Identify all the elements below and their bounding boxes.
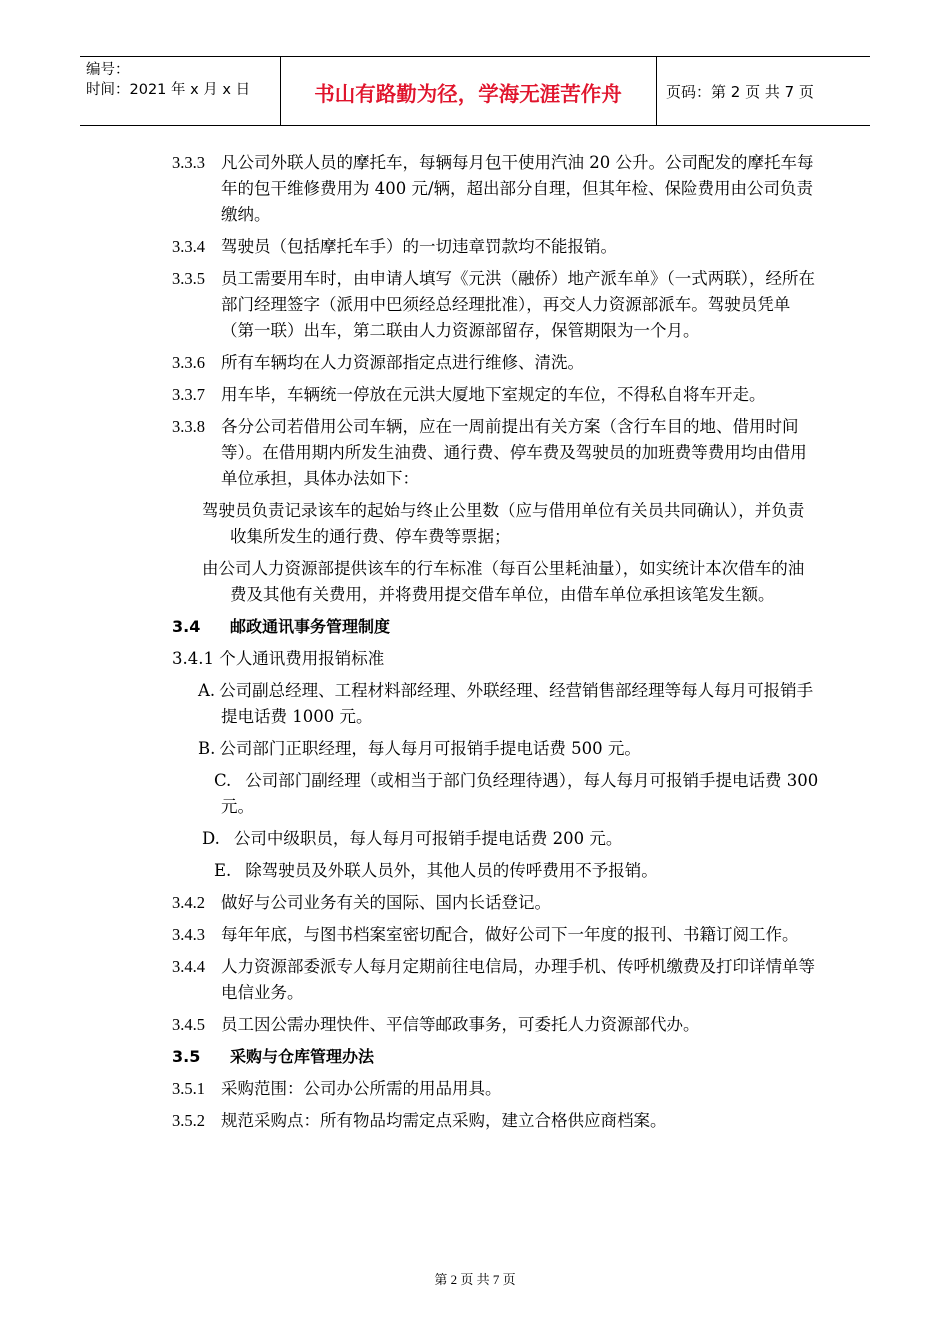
item-number: 3.4.4 xyxy=(172,957,205,976)
numbered-item xyxy=(172,1108,820,1134)
item-number: 3.3.8 xyxy=(172,417,205,436)
item-text: 规范采购点：所有物品均需定点采购，建立合格供应商档案。 xyxy=(221,1111,667,1130)
sub-point: 驾驶员负责记录该车的起始与终止公里数（应与借用单位有关员共同确认），并负责收集所发生的通行费、停车费等票据； xyxy=(202,501,805,546)
item-text: 公司部门正职经理，每人每月可报销手提电话费 500 元。 xyxy=(219,739,641,758)
lettered-item xyxy=(172,678,820,730)
item-letter: B. xyxy=(198,739,216,758)
item-letter: C. xyxy=(214,771,232,790)
header-motto: 书山有路勤为径，学海无涯苦作舟 xyxy=(314,82,622,106)
numbered-item xyxy=(172,382,820,408)
item-text: 员工因公需办理快件、平信等邮政事务，可委托人力资源部代办。 xyxy=(221,1015,700,1034)
lettered-item xyxy=(172,736,820,762)
item-text: 除驾驶员及外联人员外，其他人员的传呼费用不予报销。 xyxy=(245,861,658,880)
item-text: 公司副总经理、工程材料部经理、外联经理、经营销售部经理等每人每月可报销手提电话费 1000 元。 xyxy=(219,681,814,726)
item-number: 3.4.2 xyxy=(172,893,205,912)
numbered-item xyxy=(172,414,820,492)
numbered-item xyxy=(172,266,820,344)
numbered-item xyxy=(172,1012,820,1038)
numbered-item xyxy=(172,890,820,916)
item-number: 3.3.4 xyxy=(172,237,205,256)
item-text: 公司中级职员，每人每月可报销手提电话费 200 元。 xyxy=(233,829,623,848)
item-3-4-1: 3.4.1 个人通讯费用报销标准 xyxy=(172,649,385,668)
section-heading-3-5: 3.5 采购与仓库管理办法 xyxy=(172,1047,375,1066)
item-text: 公司部门副经理（或相当于部门负经理待遇），每人每月可报销手提电话费 300 元。 xyxy=(221,771,819,816)
page-header xyxy=(80,56,870,126)
item-text: 驾驶员（包括摩托车手）的一切违章罚款均不能报销。 xyxy=(221,237,617,256)
item-number: 3.3.5 xyxy=(172,269,205,288)
item-letter: E. xyxy=(214,861,232,880)
document-number-label: 编号： xyxy=(86,62,130,78)
item-letter: A. xyxy=(198,681,216,700)
item-letter: D. xyxy=(202,829,220,848)
item-text: 所有车辆均在人力资源部指定点进行维修、清洗。 xyxy=(221,353,584,372)
item-number: 3.3.3 xyxy=(172,153,205,172)
lettered-item xyxy=(172,826,820,852)
item-number: 3.4.5 xyxy=(172,1015,205,1034)
numbered-item xyxy=(172,350,820,376)
section-heading-3-4: 3.4 邮政通讯事务管理制度 xyxy=(172,617,391,636)
header-meta xyxy=(86,60,250,100)
lettered-item xyxy=(172,858,820,884)
item-text: 员工需要用车时，由申请人填写《元洪（融侨）地产派车单》（一式两联），经所在部门经理签字（派用中巴须经总经理批准），再交人力资源部派车。驾驶员凭单（第一联）出车，第二联由人力资源部留存，保管期限为一个月。 xyxy=(221,269,815,340)
item-text: 各分公司若借用公司车辆，应在一周前提出有关方案（含行车目的地、借用时间等）。在借用期内所发生油费、通行费、停车费及驾驶员的加班费等费用均由借用单位承担，具体办法如下： xyxy=(221,417,807,488)
numbered-item xyxy=(172,234,820,260)
item-text: 每年年底，与图书档案室密切配合，做好公司下一年度的报刊、书籍订阅工作。 xyxy=(221,925,799,944)
document-time: 时间：2021 年 x 月 x 日 xyxy=(86,82,251,98)
item-text: 采购范围：公司办公所需的用品用具。 xyxy=(221,1079,502,1098)
document-body xyxy=(172,150,820,1140)
numbered-item xyxy=(172,150,820,228)
header-divider xyxy=(656,57,657,125)
item-number: 3.4.3 xyxy=(172,925,205,944)
item-text: 人力资源部委派专人每月定期前往电信局，办理手机、传呼机缴费及打印详情单等电信业务。 xyxy=(221,957,815,1002)
item-text: 用车毕，车辆统一停放在元洪大厦地下室规定的车位，不得私自将车开走。 xyxy=(221,385,766,404)
item-number: 3.3.6 xyxy=(172,353,205,372)
item-number: 3.5.1 xyxy=(172,1079,205,1098)
numbered-item xyxy=(172,922,820,948)
numbered-item xyxy=(172,954,820,1006)
item-text: 做好与公司业务有关的国际、国内长话登记。 xyxy=(221,893,551,912)
sub-point: 由公司人力资源部提供该车的行车标准（每百公里耗油量），如实统计本次借车的油费及其他有关费用，并将费用提交借车单位，由借车单位承担该笔发生额。 xyxy=(202,559,805,604)
item-text: 凡公司外联人员的摩托车，每辆每月包干使用汽油 20 公升。公司配发的摩托车每年的包干维修费用为 400 元/辆，超出部分自理，但其年检、保险费用由公司负责缴纳。 xyxy=(221,153,814,224)
item-number: 3.3.7 xyxy=(172,385,205,404)
page-footer: 第 2 页 共 7 页 xyxy=(434,1272,516,1287)
numbered-item xyxy=(172,1076,820,1102)
item-number: 3.5.2 xyxy=(172,1111,205,1130)
header-page-info: 页码：第 2 页 共 7 页 xyxy=(666,83,814,101)
lettered-item xyxy=(172,768,820,820)
